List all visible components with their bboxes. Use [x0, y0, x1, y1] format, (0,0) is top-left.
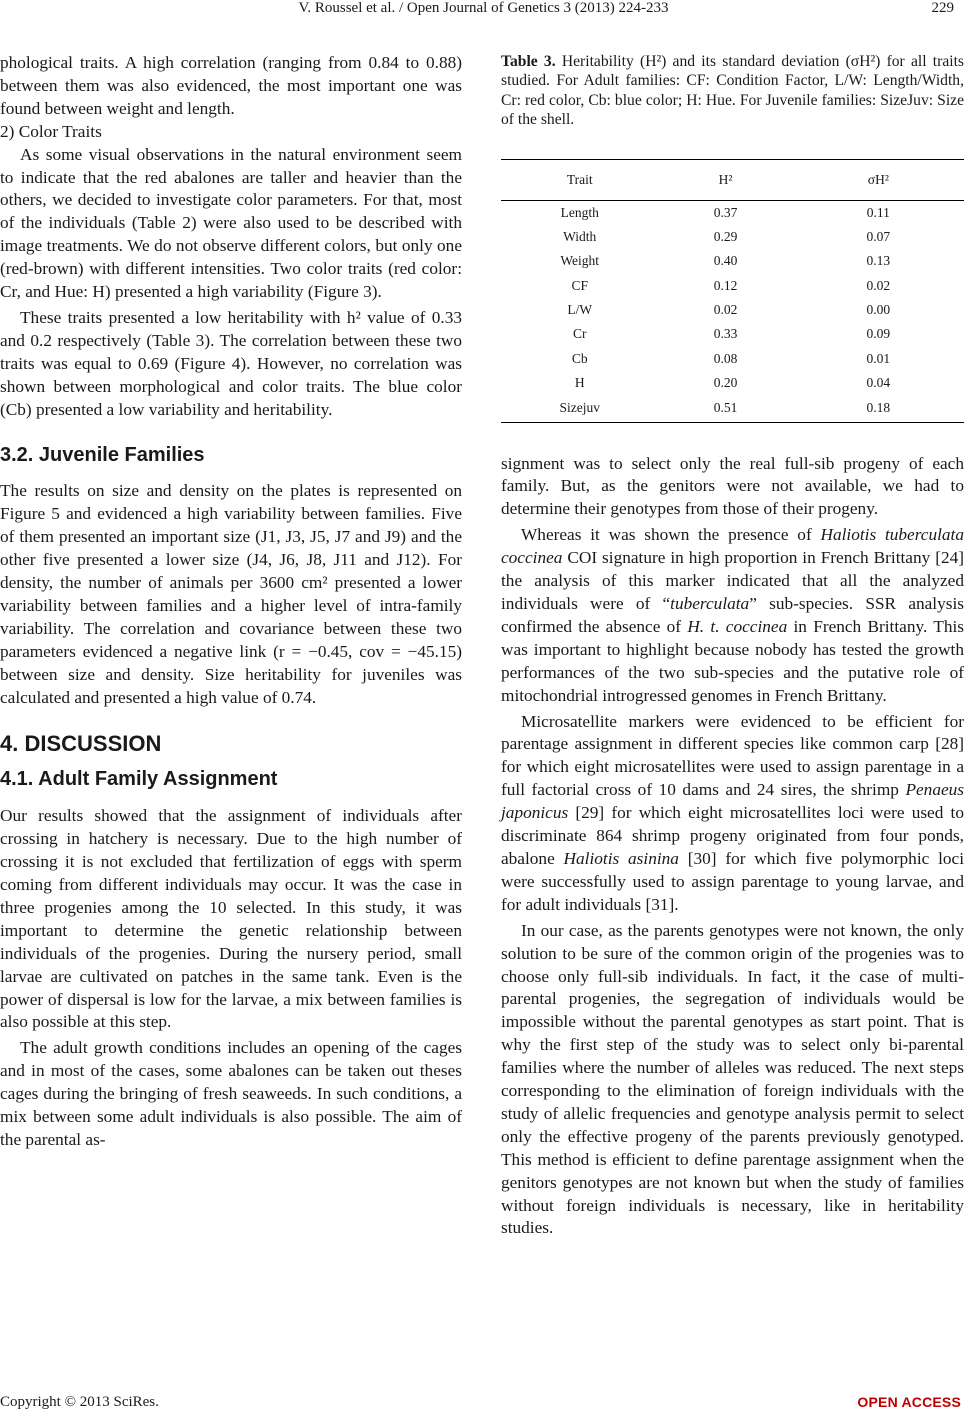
species-name: H. t. coccinea	[687, 616, 788, 636]
section-heading-4-1: 4.1. Adult Family Assignment	[0, 768, 278, 791]
page-header	[0, 0, 967, 28]
table-cell: 0.02	[713, 302, 738, 318]
paragraph: As some visual observations in the natural environment seem to indicate that the red abalones are taller and heavier than the others, we decided to investigate color parameters. For that, most of the individuals (Table 2) were also used to be described with image treatments. We do not observe different colors, but only one (red-brown) with different intensities. Two color traits (red color: Cr, and Hue: H) presented a high variability (Figure 3).	[0, 144, 462, 302]
table-cell: H	[574, 374, 585, 390]
text-run: Whereas it was shown the presence of	[521, 525, 821, 545]
table-header-row	[501, 160, 964, 201]
table-row	[501, 201, 964, 226]
table-row	[501, 274, 964, 298]
paragraph	[501, 524, 964, 707]
table-row	[501, 323, 964, 347]
table-cell: 0.11	[866, 204, 890, 220]
page-footer	[0, 1394, 967, 1414]
table-cell: 0.33	[713, 326, 738, 342]
table-cell: Cr	[572, 326, 587, 342]
species-name: Haliotis tuberculata coccinea	[501, 525, 964, 568]
table-cell: Length	[560, 204, 599, 220]
table-cell: Weight	[560, 253, 600, 269]
paragraph: Our results showed that the assignment of individuals after crossing in hatchery is necessary. Due to the high number of crossing it is not excluded that fertilization of eggs with sperm coming from different individuals may occur. It was the case in three progenies among the 10 selected. In this study, it was important to determine the genetic relationship between individuals of the progenies. During the nursery period, small larvae are cultivated on patches in the same tank. Even is the power of dispersal is low for the larvae, a mix between families is also possible at this step.	[0, 806, 462, 1032]
table-cell: 0.29	[713, 229, 738, 245]
left-column	[0, 52, 462, 1152]
species-name: Penaeus japonicus	[501, 780, 964, 823]
paragraph: The adult growth conditions includes an opening of the cages and in most of the cases, some abalones can be taken out theses cages during the bringing of fresh seaweeds. In such conditions, a mix between some adult individuals is also possible. The aim of the parental as-	[0, 1038, 462, 1149]
table-row	[501, 371, 964, 395]
table-cell: Cb	[571, 350, 588, 366]
table-caption	[501, 52, 964, 129]
species-name: Haliotis asinina	[563, 848, 679, 868]
table-cell: 0.00	[866, 302, 891, 318]
text-run: [29] for which eight microsatellites loci were used to discriminate 864 shrimp progeny originated from four ponds, abalone	[501, 803, 964, 868]
paragraph	[501, 711, 964, 917]
color-traits-subtitle: 2) Color Traits	[0, 121, 102, 141]
section-heading-4: 4. DISCUSSION	[0, 731, 162, 757]
table-cell: 0.01	[866, 350, 891, 366]
paragraph: These traits presented a low heritability with h² value of 0.33 and 0.2 respectively (Table 3). The correlation between these two traits was equal to 0.69 (Figure 4). However, no correlation was shown between morphological and color traits. The blue color (Cb) presented a low variability and heritability.	[0, 307, 462, 419]
table-cell: 0.07	[866, 229, 891, 245]
table-cell: Sizejuv	[501, 396, 658, 423]
text-run: COI signature in high proportion in French Brittany [24] the analysis of this marker indicated that all the analyzed individuals were of “	[501, 548, 964, 613]
table-cell: L/W	[567, 302, 593, 318]
page-number: 229	[931, 0, 954, 16]
right-column	[501, 52, 964, 1240]
table-cell: 0.40	[713, 253, 738, 269]
table-cell: 0.37	[713, 204, 738, 220]
table-row	[501, 250, 964, 274]
heritability-table	[501, 159, 964, 422]
open-access-badge: OPEN ACCESS	[857, 1394, 961, 1410]
table-cell: 0.20	[713, 374, 738, 390]
table-row	[501, 396, 964, 423]
species-name: tuberculata	[670, 594, 750, 613]
table-cell: 0.12	[713, 277, 738, 293]
table-cell: 0.09	[866, 326, 891, 342]
text-run: [30] for which five polymorphic loci were successfully used to assign parentage to young larvae, and for adult individuals [31].	[501, 848, 964, 914]
table-cell: Width	[563, 229, 597, 245]
table-cell: CF	[571, 277, 588, 293]
table-row	[501, 225, 964, 249]
table-label: Table 3.	[501, 53, 556, 70]
text-run: in French Brittany. This was important to highlight because nobody has tested the growth performances of the two sub-species and the putative role of mitochondrial introgressed genomes in French Brittany.	[501, 616, 964, 705]
table-header-cell: Trait	[501, 160, 658, 201]
copyright: Copyright © 2013 SciRes.	[0, 1394, 159, 1410]
table-cell: 0.04	[866, 374, 891, 390]
table-row	[501, 347, 964, 371]
text-run: ” sub-species. SSR analysis confirmed the absence of	[501, 594, 964, 636]
table-cell: 0.18	[793, 396, 964, 423]
section-heading-3-2: 3.2. Juvenile Families	[0, 443, 205, 466]
running-head: V. Roussel et al. / Open Journal of Genetics 3 (2013) 224-233	[298, 0, 669, 16]
table-caption-text: Heritability (H²) and its standard deviation (σH²) for all traits studied. For Adult families: CF: Condition Factor, L/W: Length/Width, Cr: red color, Cb: blue color; H: Hue. For Juvenile families: SizeJuv: Size of the shell.	[501, 53, 964, 128]
paragraph: phological traits. A high correlation (ranging from 0.84 to 0.88) between them was also evidenced, the most important one was found between weight and length.	[0, 53, 462, 118]
table-header-cell: σH²	[793, 160, 964, 201]
table-row	[501, 298, 964, 322]
table-cell: 0.02	[866, 277, 891, 293]
text-run: Microsatellite markers were evidenced to be efficient for parentage assignment in different species like common carp [28] for which eight microsatellites were used to assign parentage in a full factorial cross of 10 dams and 24 sires, the shrimp	[501, 711, 964, 800]
paragraph: signment was to select only the real full-sib progeny of each family. But, as the genitors were not available, we had to determine their genotypes from those of their progeny.	[501, 453, 964, 519]
table-cell: 0.08	[713, 350, 738, 366]
paragraph: The results on size and density on the plates is represented on Figure 5 and evidenced a high variability between families. Five of them presented an important size (J1, J3, J5, J7 and J9) and the other five presented a lower size (J4, J6, J8, J11 and J12). For density, the number of animals per 3600 cm² presented a lower variability between families and a higher level of intra-family variability. The correlation and covariance between these two parameters evidenced a negative link (r = −0.45, cov = −45.15) between size and density. Size heritability for juveniles was calculated and presented a high value of 0.74.	[0, 481, 462, 707]
table-cell: 0.51	[658, 396, 792, 423]
paragraph: In our case, as the parents genotypes were not known, the only solution to be sure of the common origin of the progenies was to choose only full-sib individuals. In fact, it the case of multi-parental progenies, the segregation of individuals would be impossible without the parental genotypes as start point. That is why the first step of the study was to select only bi-parental families where the number of alleles was reduced. The next steps corresponding to the elimination of foreign individuals with the study of allelic frequencies and genotype analysis permit to select only the effective progeny of the parents previously genotyped. This method is efficient to define parentage assignment when the genitors genotypes are not known but when the study of families without foreign individuals is necessary, like in heritability studies.	[501, 920, 964, 1238]
table-header-cell: H²	[658, 160, 792, 201]
table-cell: 0.13	[866, 253, 891, 269]
